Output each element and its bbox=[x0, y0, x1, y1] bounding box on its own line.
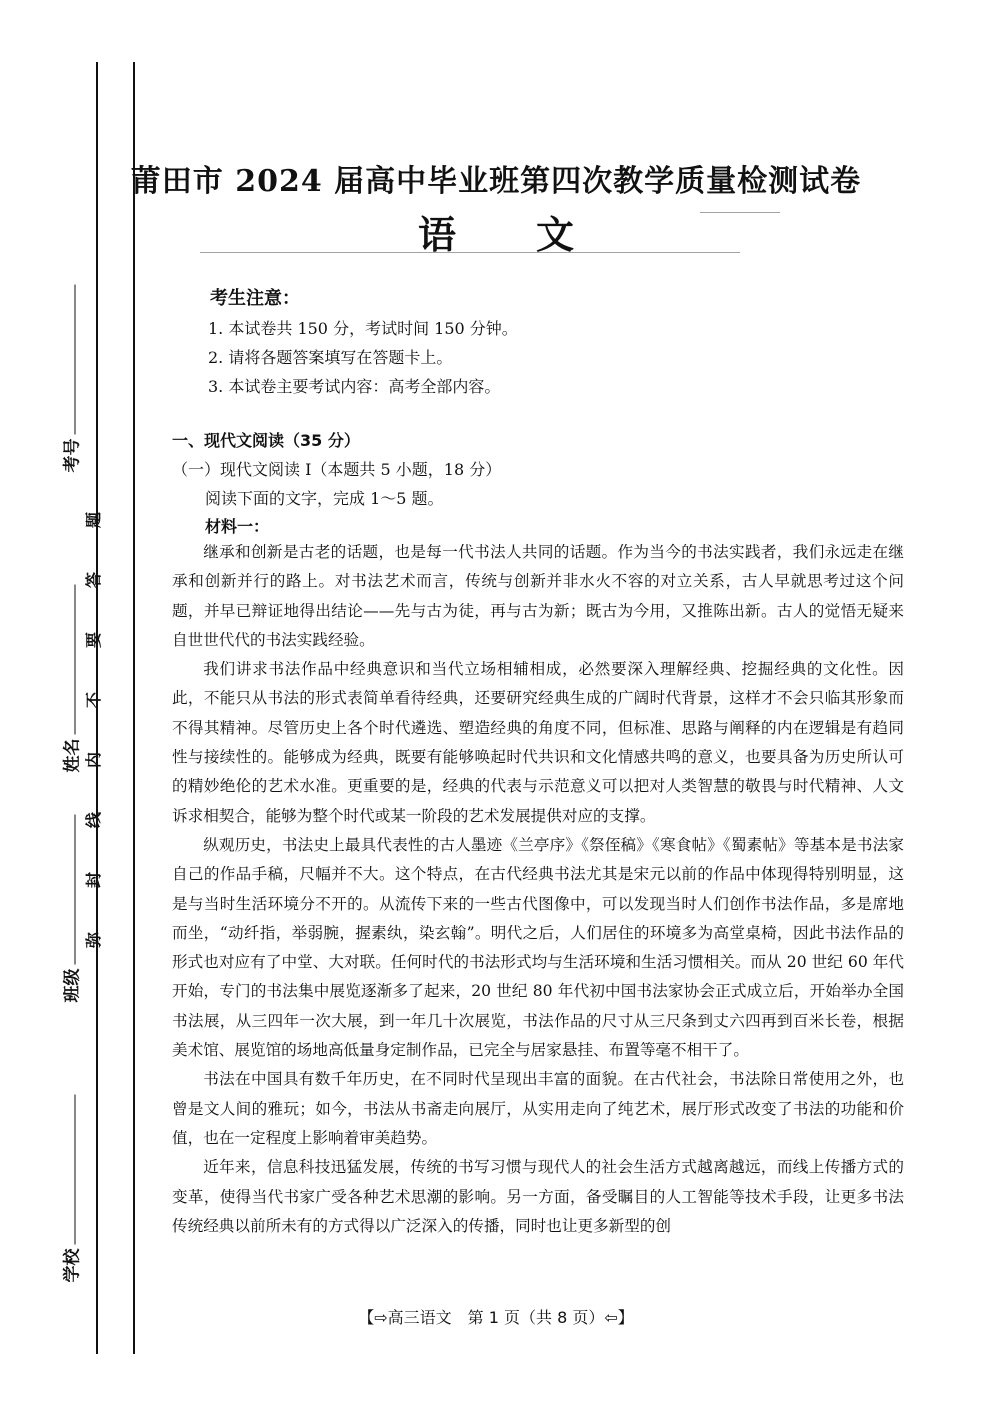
seal-warning-char: 题 bbox=[83, 511, 103, 529]
seal-warning-char: 弥 bbox=[83, 931, 103, 949]
section-heading: 一、现代文阅读（35 分） bbox=[172, 431, 360, 450]
school-label: 学校 bbox=[62, 1248, 83, 1283]
exam-number-blank[interactable] bbox=[75, 285, 76, 435]
page-footer: 【⇨高三语文 第 1 页（共 8 页）⇦】 bbox=[358, 1308, 634, 1327]
notice-heading: 考生注意： bbox=[210, 288, 300, 309]
passage-paragraph: 书法在中国具有数千年历史，在不同时代呈现出丰富的面貌。在古代社会，书法除日常使用之外，也曾是文人间的雅玩；如今，书法从书斋走向展厅，从实用走向了纯艺术，展厅形式改变了书法的功能和价值，也在一定程度上影响着审美趋势。 bbox=[172, 1070, 904, 1147]
notice-item: 3. 本试卷主要考试内容：高考全部内容。 bbox=[208, 377, 501, 396]
material-label: 材料一： bbox=[205, 517, 270, 536]
exam-number-label: 考号 bbox=[62, 438, 83, 473]
notice-list bbox=[208, 314, 518, 401]
school-field bbox=[58, 1083, 83, 1283]
school-blank[interactable] bbox=[75, 1095, 76, 1245]
seal-warning-char: 线 bbox=[83, 811, 103, 829]
name-label: 姓名 bbox=[62, 738, 83, 773]
reading-passage bbox=[172, 538, 904, 1241]
name-field bbox=[58, 573, 83, 773]
seal-warning-char: 内 bbox=[83, 751, 103, 769]
seal-warning-char: 封 bbox=[83, 871, 103, 889]
passage-paragraph: 纵观历史，书法史上最具代表性的古人墨迹《兰亭序》《祭侄稿》《寒食帖》《蜀素帖》等基本是书法家自己的作品手稿，尺幅并不大。这个特点，在古代经典书法尤其是宋元以前的作品中体现得特别明显，这是与当时生活环境分不开的。从流传下来的一些古代图像中，可以发现当时人们创作书法作品，多是席地而坐，“动纤指，举弱腕，握素纨，染玄翰”。明代之后，人们居住的环境多为高堂桌椅，因此书法作品的形式也对应有了中堂、大对联。任何时代的书法形式均与生活环境和生活习惯相关。而从 20 世纪 60 年代开始，专门的书法集中展览逐渐多了起来，20 世纪 80 年代初中国书法家协会正式成立后，开始举办全国书法展，从三四年一次大展，到一年几十次展览，书法作品的尺寸从三尺条到丈六四再到百米长卷，根据美术馆、展览馆的场地高低量身定制作品，已完全与居家悬挂、布置等毫不相干了。 bbox=[172, 835, 904, 1060]
class-label: 班级 bbox=[62, 968, 83, 1003]
passage-paragraph: 我们讲求书法作品中经典意识和当代立场相辅相成，必然要深入理解经典、挖掘经典的文化性。因此，不能只从书法的形式表简单看待经典，还要研究经典生成的广阔时代背景，这样才不会只临其形象而不得其精神。尽管历史上各个时代遴选、塑造经典的角度不同，但标准、思路与阐释的内在逻辑是有趋同性与接续性的。能够成为经典，既要有能够唤起时代共识和文化情感共鸣的意义，也要具备为历史所认可的精妙绝伦的艺术水准。更重要的是，经典的代表与示范意义可以把对人类智慧的敬畏与时代精神、人文诉求相契合，能够为整个时代或某一阶段的艺术发展提供对应的支撑。 bbox=[172, 660, 904, 825]
seal-warning-char: 答 bbox=[83, 571, 103, 589]
exam-title: 莆田市 2024 届高中毕业班第四次教学质量检测试卷 bbox=[130, 164, 862, 199]
notice-item: 1. 本试卷共 150 分，考试时间 150 分钟。 bbox=[208, 319, 518, 338]
passage-paragraph: 继承和创新是古老的话题，也是每一代书法人共同的话题。作为当今的书法实践者，我们永远走在继承和创新并行的路上。对书法艺术而言，传统与创新并非水火不容的对立关系，古人早就思考过这个问题，并早已辩证地得出结论——先与古为徒，再与古为新；既古为今用，又推陈出新。古人的觉悟无疑来自世世代代的书法实践经验。 bbox=[172, 543, 904, 649]
subsection-heading: （一）现代文阅读 Ⅰ（本题共 5 小题，18 分） bbox=[172, 460, 502, 479]
seal-warning-char: 要 bbox=[83, 631, 103, 649]
subject-title: 语文 bbox=[417, 213, 654, 257]
passage-paragraph: 近年来，信息科技迅猛发展，传统的书写习惯与现代人的社会生活方式越离越远，而线上传播方式的变革，使得当代书家广受各种艺术思潮的影响。另一方面，备受瞩目的人工智能等技术手段，让更多书法传统经典以前所未有的方式得以广泛深入的传播，同时也让更多新型的创 bbox=[172, 1158, 904, 1235]
name-blank[interactable] bbox=[75, 585, 76, 735]
class-blank[interactable] bbox=[75, 815, 76, 965]
seal-warning-char: 不 bbox=[83, 691, 103, 709]
seal-warning bbox=[83, 490, 129, 970]
exam-number-field bbox=[58, 273, 83, 473]
class-field bbox=[58, 803, 83, 1003]
notice-item: 2. 请将各题答案填写在答题卡上。 bbox=[208, 348, 453, 367]
reading-instruction: 阅读下面的文字，完成 1～5 题。 bbox=[205, 489, 444, 508]
